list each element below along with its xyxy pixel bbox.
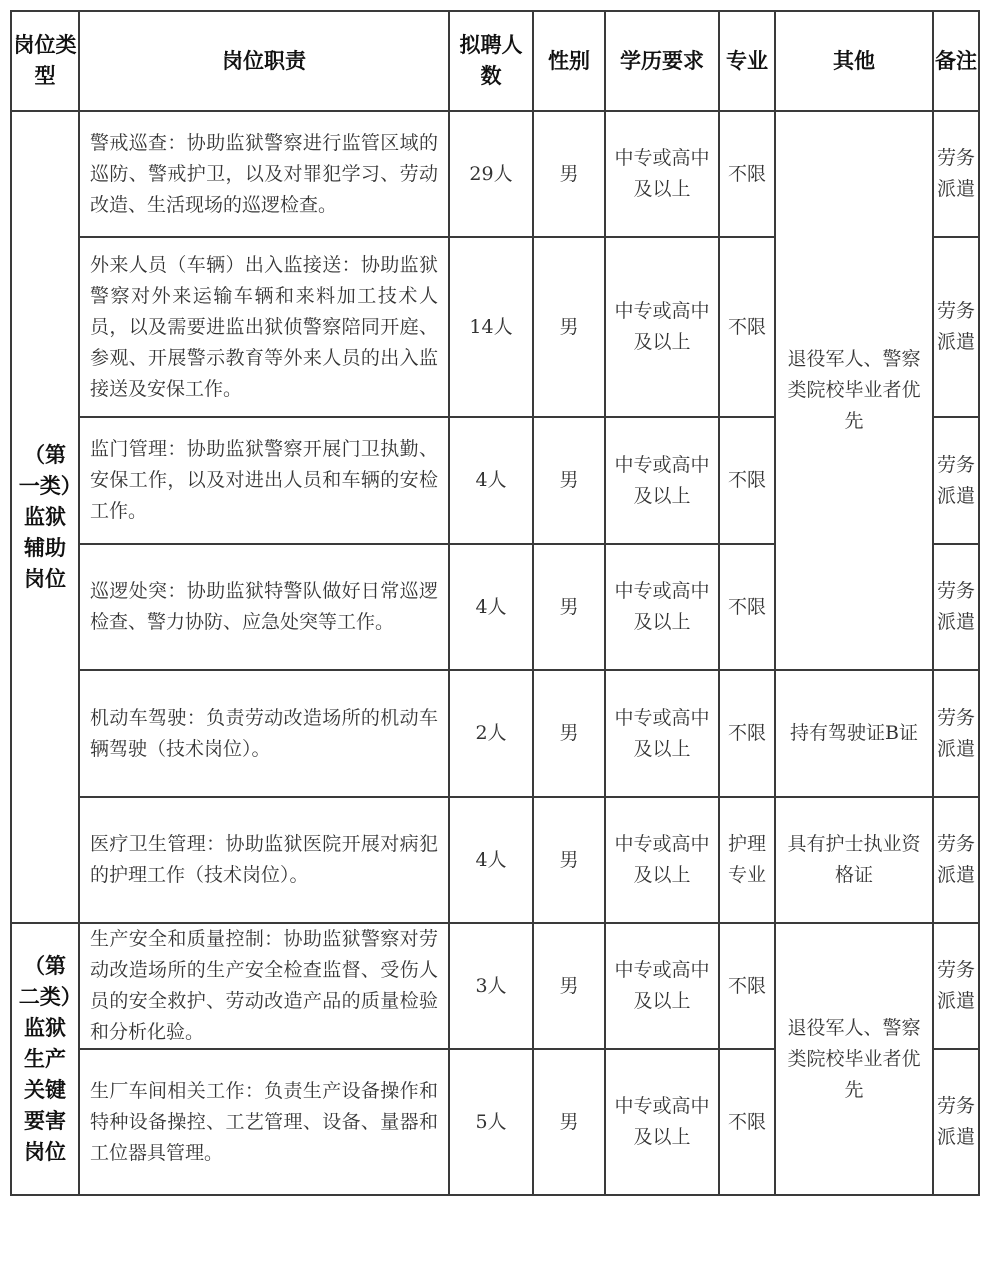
- gender-cell: 男: [533, 670, 605, 797]
- table-row: [11, 923, 979, 1049]
- header-major: 专业: [719, 11, 775, 111]
- header-education: 学历要求: [605, 11, 719, 111]
- major-cell: 护理专业: [719, 797, 775, 923]
- job-table: [10, 10, 980, 1196]
- duty-cell: 外来人员（车辆）出入监接送：协助监狱警察对外来运输车辆和来料加工技术人员，以及需要进监出狱侦警察陪同开庭、参观、开展警示教育等外来人员的出入监接送及安保工作。: [79, 237, 449, 417]
- education-cell: 中专或高中及以上: [605, 1049, 719, 1195]
- table-row: [11, 111, 979, 237]
- header-duty: 岗位职责: [79, 11, 449, 111]
- count-cell: 5人: [449, 1049, 533, 1195]
- remark-cell: 劳务派遣: [933, 1049, 979, 1195]
- count-cell: 4人: [449, 544, 533, 670]
- duty-cell: 机动车驾驶：负责劳动改造场所的机动车辆驾驶（技术岗位）。: [79, 670, 449, 797]
- gender-cell: 男: [533, 417, 605, 544]
- count-cell: 14人: [449, 237, 533, 417]
- education-cell: 中专或高中及以上: [605, 237, 719, 417]
- remark-cell: 劳务派遣: [933, 544, 979, 670]
- remark-cell: 劳务派遣: [933, 923, 979, 1049]
- count-cell: 3人: [449, 923, 533, 1049]
- other-cell-group-2: 持有驾驶证B证: [775, 670, 933, 797]
- remark-cell: 劳务派遣: [933, 111, 979, 237]
- remark-cell: 劳务派遣: [933, 797, 979, 923]
- count-cell: 2人: [449, 670, 533, 797]
- header-remark: 备注: [933, 11, 979, 111]
- header-gender: 性别: [533, 11, 605, 111]
- gender-cell: 男: [533, 1049, 605, 1195]
- duty-cell: 警戒巡查：协助监狱警察进行监管区域的巡防、警戒护卫，以及对罪犯学习、劳动改造、生活现场的巡逻检查。: [79, 111, 449, 237]
- other-cell-group-1: 退役军人、警察类院校毕业者优先: [775, 111, 933, 670]
- count-cell: 4人: [449, 417, 533, 544]
- major-cell: 不限: [719, 670, 775, 797]
- header-category: 岗位类型: [11, 11, 79, 111]
- count-cell: 4人: [449, 797, 533, 923]
- other-cell-group-4: 退役军人、警察类院校毕业者优先: [775, 923, 933, 1195]
- table-row: [11, 797, 979, 923]
- major-cell: 不限: [719, 923, 775, 1049]
- gender-cell: 男: [533, 544, 605, 670]
- duty-cell: 监门管理：协助监狱警察开展门卫执勤、安保工作，以及对进出人员和车辆的安检工作。: [79, 417, 449, 544]
- remark-cell: 劳务派遣: [933, 670, 979, 797]
- major-cell: 不限: [719, 1049, 775, 1195]
- header-row: [11, 11, 979, 111]
- gender-cell: 男: [533, 923, 605, 1049]
- duty-cell: 生产安全和质量控制：协助监狱警察对劳动改造场所的生产安全检查监督、受伤人员的安全救护、劳动改造产品的质量检验和分析化验。: [79, 923, 449, 1049]
- gender-cell: 男: [533, 797, 605, 923]
- header-other: 其他: [775, 11, 933, 111]
- remark-cell: 劳务派遣: [933, 237, 979, 417]
- gender-cell: 男: [533, 237, 605, 417]
- table-row: [11, 670, 979, 797]
- duty-cell: 巡逻处突：协助监狱特警队做好日常巡逻检查、警力协防、应急处突等工作。: [79, 544, 449, 670]
- duty-cell: 医疗卫生管理：协助监狱医院开展对病犯的护理工作（技术岗位）。: [79, 797, 449, 923]
- header-count: 拟聘人数: [449, 11, 533, 111]
- duty-cell: 生厂车间相关工作：负责生产设备操作和特种设备操控、工艺管理、设备、量器和工位器具管理。: [79, 1049, 449, 1195]
- count-cell: 29人: [449, 111, 533, 237]
- education-cell: 中专或高中及以上: [605, 544, 719, 670]
- remark-cell: 劳务派遣: [933, 417, 979, 544]
- education-cell: 中专或高中及以上: [605, 417, 719, 544]
- education-cell: 中专或高中及以上: [605, 111, 719, 237]
- category-1-cell: （第一类）监狱辅助岗位: [11, 111, 79, 923]
- gender-cell: 男: [533, 111, 605, 237]
- category-2-cell: （第二类）监狱生产关键要害岗位: [11, 923, 79, 1195]
- other-cell-group-3: 具有护士执业资格证: [775, 797, 933, 923]
- major-cell: 不限: [719, 111, 775, 237]
- education-cell: 中专或高中及以上: [605, 797, 719, 923]
- major-cell: 不限: [719, 544, 775, 670]
- education-cell: 中专或高中及以上: [605, 670, 719, 797]
- education-cell: 中专或高中及以上: [605, 923, 719, 1049]
- major-cell: 不限: [719, 237, 775, 417]
- major-cell: 不限: [719, 417, 775, 544]
